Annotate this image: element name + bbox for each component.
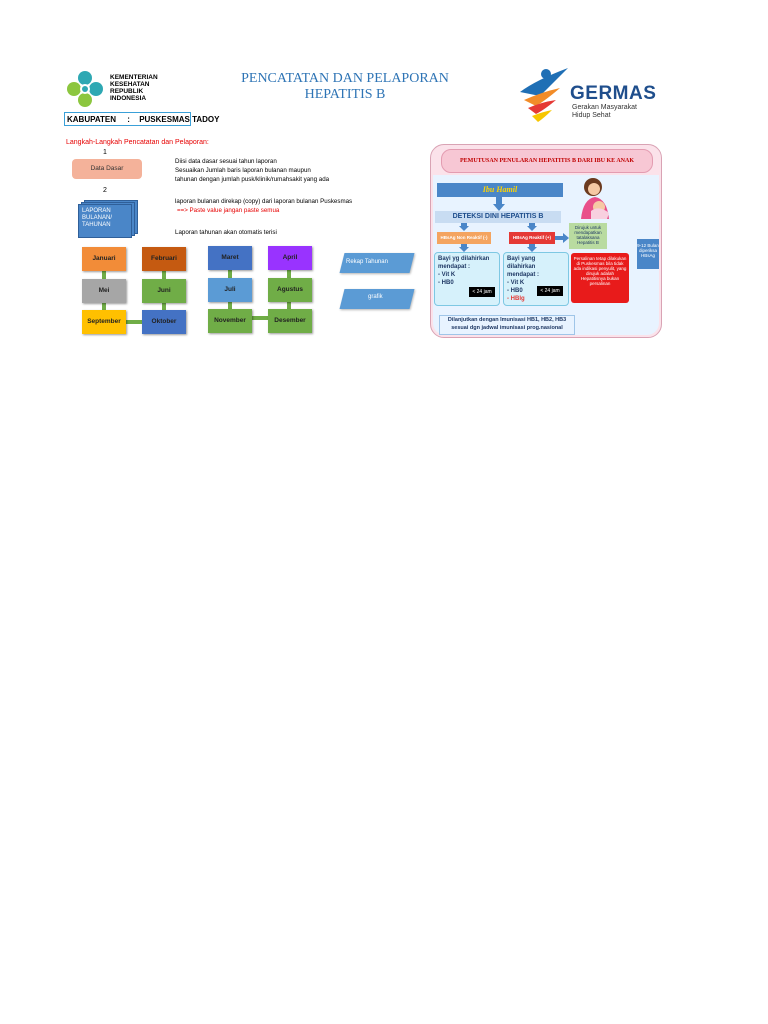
page-title-line1: PENCATATAN DAN PELAPORAN [241, 71, 449, 86]
instructions-step1 [175, 157, 329, 184]
step-number-1: 1 [103, 149, 107, 156]
instruction-line: laporan bulanan direkap (copy) dari laporan bulanan Puskesmas [175, 198, 353, 205]
kemenkes-logo [64, 68, 106, 110]
kemenkes-text [110, 74, 158, 102]
germas-title: GERMAS [570, 83, 657, 104]
grafik-label: grafik [368, 294, 383, 300]
laporan-label-line: TAHUNAN [82, 222, 111, 228]
jam-badge: < 24 jam [469, 287, 495, 297]
bulan-note: 9-12 Bulan diperiksa HBsAg [637, 239, 659, 269]
kemenkes-line: REPUBLIK [110, 88, 144, 95]
rekap-tahunan-label: Rekap Tahunan [346, 259, 388, 265]
month-januari-button[interactable]: Januari [82, 247, 126, 271]
kemenkes-logo-icon [64, 68, 106, 110]
month-maret-button[interactable]: Maret [208, 246, 252, 270]
month-juli-button[interactable]: Juli [208, 278, 252, 302]
data-dasar-button[interactable]: Data Dasar [72, 159, 142, 179]
bayi-item: - Vit K [507, 280, 525, 286]
kabupaten-bar[interactable] [64, 112, 220, 126]
footer-line: Dilanjutkan dengan Imunisasi HB1, HB2, HB3 [447, 317, 567, 323]
month-juni-button[interactable]: Juni [142, 279, 186, 303]
hepatitis-infographic [430, 144, 662, 338]
kabupaten-separator: : [127, 115, 130, 124]
month-desember-button[interactable]: Desember [268, 309, 312, 333]
reaktif-badge: HBsAg Reaktif (+) [509, 232, 555, 244]
month-november-button[interactable]: November [208, 309, 252, 333]
deteksi-label: DETEKSI DINI HEPATITIS B [435, 211, 561, 223]
instruction-line: tahunan dengan jumlah pusk/klinik/rumahsakit yang ada [175, 176, 330, 183]
germas-sub-line: Gerakan Masyarakat [572, 104, 637, 111]
instruction-warning: ==> Paste value jangan paste semua [177, 207, 280, 214]
month-agustus-button[interactable]: Agustus [268, 278, 312, 302]
instruction-line: Diisi data dasar sesuai tahun laporan [175, 158, 277, 165]
month-mei-button[interactable]: Mei [82, 279, 126, 303]
connector [252, 316, 268, 320]
mother-baby-illustration [573, 175, 617, 219]
month-september-button[interactable]: September [82, 310, 126, 334]
arrow-down-icon [459, 223, 469, 231]
puskesmas-name: PUSKESMAS TADOY [139, 115, 220, 124]
bayi-title: mendapat : [438, 264, 471, 270]
germas-logo [516, 66, 570, 124]
month-februari-button[interactable]: Februari [142, 247, 186, 271]
instruction-line: Sesuaikan Jumlah baris laporan bulanan maupun [175, 167, 311, 174]
arrow-right-icon [555, 233, 569, 243]
bayi-nonreaktif-box [434, 252, 500, 306]
bayi-item: - HBIg [507, 296, 525, 302]
laporan-label-line: LAPORAN [82, 208, 111, 214]
imunisasi-footer [439, 315, 575, 335]
kabupaten-label: KABUPATEN [67, 115, 117, 124]
rujuk-note: Dirujuk untuk mendapatkan tatalaksana Hepatitis B [569, 223, 607, 249]
bayi-item: - Vit K [438, 272, 456, 278]
laporan-label-line: BULANAN/ [82, 215, 113, 221]
bayi-item: - HB0 [438, 280, 454, 286]
germas-sub-line: Hidup Sehat [572, 112, 611, 119]
bayi-item: - HB0 [507, 288, 523, 294]
steps-title: Langkah-Langkah Pencatatan dan Pelaporan: [66, 139, 209, 146]
month-oktober-button[interactable]: Oktober [142, 310, 186, 334]
connector [126, 320, 142, 324]
footer-line: sesuai dgn jadwal imunisasi prog.nasional [451, 325, 563, 331]
ibu-hamil-label: Ibu Hamil [437, 183, 563, 197]
step-number-2: 2 [103, 187, 107, 194]
germas-subtitle [572, 104, 637, 120]
arrow-down-icon [459, 244, 469, 252]
germas-logo-icon [516, 66, 570, 124]
arrow-down-icon [527, 223, 537, 231]
infographic-body [433, 175, 659, 335]
arrow-down-icon [527, 244, 537, 252]
persalinan-note: Persalinan tetap dilakukan di Puskesmas bila tidak ada indikasi penyulit, yang dirujuk adalah Hepatitisnya bukan persalinan [571, 253, 629, 303]
page-title-line2: HEPATITIS B [304, 87, 386, 102]
instruction-line: Laporan tahunan akan otomatis terisi [175, 229, 277, 236]
bayi-title: Bayi yang dilahirkan [507, 256, 536, 270]
arrow-down-icon [493, 197, 505, 211]
infographic-heading: PEMUTUSAN PENULARAN HEPATITIS B DARI IBU KE ANAK [441, 149, 653, 173]
kemenkes-line: INDONESIA [110, 95, 147, 102]
month-april-button[interactable]: April [268, 246, 312, 270]
jam-badge: < 24 jam [537, 286, 563, 296]
laporan-button[interactable] [78, 200, 134, 236]
instructions-step2 [175, 197, 352, 215]
kemenkes-line: KESEHATAN [110, 81, 150, 88]
bayi-reaktif-box [503, 252, 569, 306]
bayi-title: mendapat : [507, 272, 540, 278]
bayi-title: Bayi yg dilahirkan [438, 256, 490, 262]
non-reaktif-badge: HBsAg Non Reaktif (-) [437, 232, 491, 244]
kemenkes-line: KEMENTERIAN [110, 74, 158, 81]
